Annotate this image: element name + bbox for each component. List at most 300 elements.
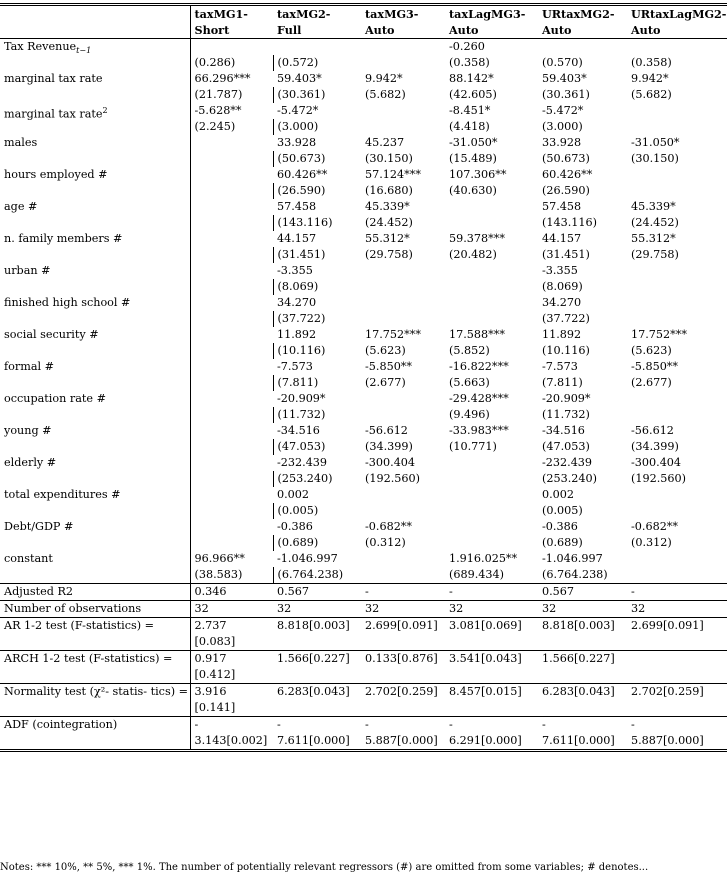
standard-error-cell: (5.623) [365,344,406,357]
column-header: taxMG2- Full [273,5,361,39]
coefficient-cell: 17.752*** [365,328,421,341]
coefficient-cell [190,263,273,279]
standard-error-cell [361,407,445,423]
diagnostic-value: 8.818[0.003] [542,619,615,632]
standard-error-cell [627,183,727,199]
standard-error-cell [190,343,273,359]
statistic-cell: 0.346 [190,584,273,601]
column-header: URtaxLagMG2- Auto [627,5,727,39]
coefficient-cell [190,231,273,247]
row-label-text: age # [4,200,38,213]
coefficient-cell: 17.752*** [631,328,687,341]
standard-error-cell: (192.560) [631,472,686,485]
standard-error-cell: (8.069) [542,280,583,293]
standard-error-cell: (29.758) [365,248,413,261]
coefficient-cell: -5.850** [365,360,412,373]
standard-error-cell: (47.053) [542,440,590,453]
diagnostic-value: 3.081[0.069] [449,619,522,632]
coefficient-cell: 1.916.025** [449,552,518,565]
standard-error-cell [190,439,273,455]
row-label-text: constant [4,552,53,565]
diagnostic-value: 2.737 [194,619,227,632]
standard-error-cell: (3.000) [277,120,319,133]
row-label [0,359,190,391]
row-label-text: elderly # [4,456,57,469]
standard-error-cell: (31.451) [277,248,326,261]
coefficient-cell [627,39,727,56]
coefficient-row [0,359,727,375]
standard-error-cell: (42.605) [449,88,497,101]
standard-error-cell [361,279,445,295]
coefficient-cell: -232.439 [277,456,328,469]
standard-error-cell: (0.005) [542,504,583,517]
column-header: taxMG3- Auto [361,5,445,39]
coefficient-cell [627,295,727,311]
table-note: Notes: *** 10%, ** 5%, *** 1%. The number of potentially relevant regressors (#) are omitted from some variables; # denotes... [0,862,649,873]
row-label: ARCH 1-2 test (F-statistics) = [0,651,190,684]
diagnostic-cell [445,618,538,651]
coefficient-cell: -20.909* [277,392,326,405]
column-header-row [0,5,727,39]
diagnostic-cell [627,717,727,751]
standard-error-cell: (5.623) [631,344,672,357]
diagnostic-value: - [365,718,369,731]
standard-error-cell: (253.240) [542,472,597,485]
coefficient-cell: 45.339* [365,200,410,213]
coefficient-cell: 45.339* [631,200,676,213]
standard-error-cell: (5.682) [631,88,672,101]
coefficient-cell: -1.046.997 [542,552,603,565]
column-header: taxLagMG3- Auto [445,5,538,39]
standard-error-cell [627,119,727,135]
standard-error-cell: (0.689) [277,536,319,549]
coefficient-cell: -31.050* [631,136,680,149]
standard-error-cell [190,407,273,423]
coefficient-cell [445,263,538,279]
row-label [0,455,190,487]
coefficient-row [0,167,727,183]
diagnostic-value: 2.702[0.259] [365,685,438,698]
coefficient-cell: -7.573 [277,360,313,373]
diagnostic-cell [538,717,627,751]
diagnostic-pvalue: 5.887[0.000] [631,734,704,747]
diagnostic-value: 1.566[0.227] [277,652,350,665]
coefficient-cell: -31.050* [449,136,498,149]
standard-error-cell: (0.312) [365,536,406,549]
diagnostic-rows [0,618,727,751]
standard-error-cell: (0.286) [190,55,273,71]
diagnostic-value: - [194,718,199,731]
coefficient-cell [627,167,727,183]
coefficient-cell [190,487,273,503]
coefficient-cell: -33.983*** [449,424,509,437]
coefficient-cell [190,519,273,535]
coefficient-cell: 107.306** [449,168,507,181]
row-label-text: urban # [4,264,51,277]
row-label-text: n. family members # [4,232,123,245]
diagnostic-pvalue: [0.083] [194,635,236,648]
statistic-cell: 32 [538,601,627,618]
diagnostic-cell [190,717,273,751]
standard-error-cell: (0.005) [277,504,319,517]
row-label [0,231,190,263]
diagnostic-pvalue: 6.291[0.000] [449,734,522,747]
diagnostic-cell [445,717,538,751]
coefficient-cell [361,551,445,567]
statistic-cell: - [445,584,538,601]
standard-error-cell: (4.418) [449,120,490,133]
diagnostic-cell [273,684,361,717]
standard-error-cell: (0.358) [631,56,672,69]
corner-cell [0,5,190,39]
diagnostic-pvalue: 7.611[0.000] [277,734,350,747]
standard-error-cell: (37.722) [542,312,590,325]
standard-error-cell [190,311,273,327]
standard-error-cell [445,279,538,295]
coefficient-row [0,135,727,151]
coefficient-cell: -29.428*** [449,392,509,405]
standard-error-cell: (11.732) [542,408,590,421]
standard-error-cell: (3.000) [542,120,583,133]
standard-error-cell [627,311,727,327]
coefficient-cell: -3.355 [542,264,578,277]
standard-error-cell: (29.758) [631,248,679,261]
diagnostic-cell [361,684,445,717]
coefficient-cell: -1.046.997 [277,552,338,565]
standard-error-cell: (24.452) [365,216,413,229]
coefficient-cell: 57.458 [277,200,317,213]
coefficient-cell: 57.124*** [365,168,421,181]
diagnostic-value: 8.457[0.015] [449,685,522,698]
standard-error-cell: (10.116) [277,344,326,357]
row-label-text: marginal tax rate [4,72,103,85]
standard-error-cell [190,279,273,295]
coefficient-cell: 34.270 [542,296,582,309]
coefficient-cell [445,199,538,215]
coefficient-cell [190,455,273,471]
coefficient-cell [190,295,273,311]
coefficient-cell: 59.403* [277,72,322,85]
standard-error-cell: (0.572) [277,56,319,69]
standard-error-cell: (30.150) [365,152,413,165]
diagnostic-cell [361,618,445,651]
diagnostic-cell [538,684,627,717]
coefficient-cell [190,359,273,375]
coefficient-cell [538,39,627,56]
coefficient-cell: -3.355 [277,264,313,277]
coefficient-cell: -16.822*** [449,360,509,373]
diagnostic-cell [445,651,538,684]
standard-error-cell: (6.764.238) [542,568,608,581]
diagnostic-value: 3.541[0.043] [449,652,522,665]
coefficient-cell: 0.002 [542,488,575,501]
diagnostic-value: 2.699[0.091] [365,619,438,632]
standard-error-cell: (7.811) [542,376,583,389]
coefficient-cell [361,103,445,119]
coefficient-cell: 11.892 [542,328,582,341]
diagnostic-value: 3.916 [194,685,227,698]
standard-error-cell: (8.069) [277,280,319,293]
standard-error-cell: (34.399) [365,440,413,453]
row-label [0,391,190,423]
row-label-subscript: t−1 [76,46,92,56]
coefficient-cell: 59.378*** [449,232,505,245]
coefficient-row [0,455,727,471]
row-label: Adjusted R2 [0,584,190,601]
row-label [0,135,190,167]
row-label-text: young # [4,424,52,437]
coefficient-cell [361,295,445,311]
standard-error-cell: (34.399) [631,440,679,453]
standard-error-cell [445,311,538,327]
column-header: taxMG1- Short [190,5,273,39]
standard-error-cell: (40.630) [449,184,497,197]
coefficient-cell [190,39,273,56]
row-label-superscript: 2 [102,106,108,115]
coefficient-cell: 57.458 [542,200,582,213]
coefficient-cell: 44.157 [542,232,582,245]
coefficient-cell: -232.439 [542,456,593,469]
statistics-rows [0,584,727,618]
coefficient-cell: -34.516 [277,424,320,437]
standard-error-cell: (30.361) [277,88,326,101]
standard-error-cell [190,375,273,391]
coefficient-cell: 9.942* [365,72,403,85]
coefficient-cell: -300.404 [631,456,682,469]
diagnostic-cell [538,651,627,684]
coefficient-cell: 88.142* [449,72,494,85]
diagnostic-cell [190,651,273,684]
standard-error-cell: (0.570) [542,56,583,69]
standard-error-cell: (50.673) [542,152,590,165]
row-label [0,487,190,519]
row-label-text: social security # [4,328,99,341]
statistic-cell: 0.567 [538,584,627,601]
coefficient-row [0,519,727,535]
standard-error-cell [361,119,445,135]
row-label [0,519,190,551]
standard-error-cell: (9.496) [449,408,490,421]
diagnostic-value: 8.818[0.003] [277,619,350,632]
standard-error-cell: (253.240) [277,472,333,485]
coefficient-cell: 9.942* [631,72,669,85]
coefficient-row [0,199,727,215]
row-label-text: occupation rate # [4,392,106,405]
coefficient-cell: 60.426** [542,168,593,181]
coefficient-cell: 60.426** [277,168,328,181]
standard-error-cell [190,183,273,199]
diagnostic-cell [445,684,538,717]
diagnostic-row [0,651,727,684]
coefficient-cell: -5.850** [631,360,678,373]
coefficient-row [0,71,727,87]
coefficient-cell [190,391,273,407]
standard-error-cell [445,503,538,519]
standard-error-cell: (2.677) [631,376,672,389]
standard-error-cell [190,535,273,551]
row-label [0,327,190,359]
standard-error-cell: (15.489) [449,152,497,165]
standard-error-cell: (16.680) [365,184,413,197]
statistic-cell: - [361,584,445,601]
coefficient-cell: 11.892 [277,328,317,341]
diagnostic-value: - [277,718,281,731]
statistic-cell: 0.567 [273,584,361,601]
standard-error-cell [445,215,538,231]
standard-error-cell: (24.452) [631,216,679,229]
statistic-cell: 32 [190,601,273,618]
coefficient-row [0,423,727,439]
regression-results-table [0,3,727,752]
diagnostic-cell [273,618,361,651]
coefficient-cell: 17.588*** [449,328,505,341]
coefficient-row [0,39,727,56]
diagnostic-row [0,684,727,717]
coefficient-cell: -0.386 [277,520,313,533]
standard-error-cell [627,567,727,584]
coefficient-cell [445,487,538,503]
diagnostic-cell [361,651,445,684]
standard-error-cell: (0.689) [542,536,583,549]
coefficient-cell [445,519,538,535]
diagnostic-value: 2.702[0.259] [631,685,704,698]
coefficient-cell: 33.928 [542,136,582,149]
standard-error-cell: (26.590) [277,184,326,197]
standard-error-cell [627,503,727,519]
statistic-cell: - [627,584,727,601]
coefficient-cell: -5.472* [542,104,584,117]
statistic-cell: 32 [361,601,445,618]
diagnostic-cell [627,684,727,717]
coefficient-cell: -0.260 [445,39,538,56]
standard-error-cell: (50.673) [277,152,326,165]
diagnostic-pvalue: [0.141] [194,701,236,714]
coefficient-cell: 66.296*** [194,72,251,85]
statistic-cell: 32 [627,601,727,618]
coefficient-cell: -34.516 [542,424,585,437]
coefficient-cell: -0.386 [542,520,578,533]
standard-error-cell: (26.590) [542,184,590,197]
standard-error-cell: (21.787) [190,87,273,103]
diagnostic-cell [190,618,273,651]
diagnostic-pvalue: 3.143[0.002] [194,734,268,747]
diagnostic-value: 1.566[0.227] [542,652,615,665]
standard-error-cell: (0.358) [449,56,490,69]
standard-error-cell: (143.116) [277,216,333,229]
standard-error-cell: (689.434) [449,568,504,581]
coefficient-row [0,391,727,407]
row-label [0,199,190,231]
coefficient-cell: 96.966** [194,552,245,565]
standard-error-cell [627,279,727,295]
row-label [0,103,190,135]
standard-error-cell [190,151,273,167]
diagnostic-cell [538,618,627,651]
standard-error-cell [445,471,538,487]
diagnostic-cell [273,651,361,684]
row-label-text: hours employed # [4,168,108,181]
standard-error-cell [361,503,445,519]
coefficient-cell: -5.472* [277,104,319,117]
row-label [0,551,190,584]
standard-error-cell: (37.722) [277,312,326,325]
coefficient-cell [361,487,445,503]
coefficient-row [0,487,727,503]
standard-error-cell: (7.811) [277,376,319,389]
coefficient-cell: 55.312* [631,232,676,245]
row-label: Number of observations [0,601,190,618]
coefficient-cell: -0.682** [365,520,412,533]
standard-error-cell: (20.482) [449,248,497,261]
standard-error-cell: (30.361) [542,88,590,101]
diagnostic-pvalue: [0.412] [194,668,236,681]
standard-error-cell: (5.663) [449,376,490,389]
diagnostic-value: 0.917 [194,652,227,665]
standard-error-cell [627,407,727,423]
coefficient-cell [190,167,273,183]
row-label: AR 1-2 test (F-statistics) = [0,618,190,651]
row-label-text: total expenditures # [4,488,121,501]
row-label-text: formal # [4,360,55,373]
statistic-cell: 32 [273,601,361,618]
diagnostic-value: 6.283[0.043] [277,685,350,698]
standard-error-cell: (10.116) [542,344,590,357]
coefficient-cell: 55.312* [365,232,410,245]
coefficient-cell: -56.612 [631,424,674,437]
row-label [0,295,190,327]
coefficient-cell: -0.682** [631,520,678,533]
standard-error-cell: (6.764.238) [277,568,344,581]
diagnostic-cell [273,717,361,751]
row-label [0,263,190,295]
coefficient-row [0,103,727,119]
coefficient-cell: 44.157 [277,232,317,245]
coefficient-cell: -8.451* [449,104,491,117]
diagnostic-value: 2.699[0.091] [631,619,704,632]
statistic-row [0,584,727,601]
coefficient-cell: -56.612 [365,424,408,437]
standard-error-cell [190,247,273,263]
standard-error-cell [361,55,445,71]
standard-error-cell: (2.245) [190,119,273,135]
coefficient-row [0,327,727,343]
coefficient-cell [190,327,273,343]
diagnostic-value: - [631,718,635,731]
standard-error-cell: (47.053) [277,440,326,453]
standard-error-cell [361,311,445,327]
diagnostic-value: 0.133[0.876] [365,652,438,665]
coefficient-cell [627,487,727,503]
coefficient-cell: -20.909* [542,392,591,405]
standard-error-cell [190,503,273,519]
standard-error-cell [445,535,538,551]
coefficient-cell [445,295,538,311]
diagnostic-cell [190,684,273,717]
coefficient-rows [0,39,727,584]
diagnostic-pvalue: 7.611[0.000] [542,734,615,747]
coefficient-cell [627,103,727,119]
standard-error-cell: (30.150) [631,152,679,165]
coefficient-cell [190,199,273,215]
standard-error-cell [361,567,445,584]
coefficient-row [0,263,727,279]
coefficient-cell: 59.403* [542,72,587,85]
coefficient-cell [361,263,445,279]
row-label-text: Debt/GDP # [4,520,74,533]
diagnostic-row [0,618,727,651]
row-label-text: finished high school # [4,296,131,309]
coefficient-row [0,551,727,567]
